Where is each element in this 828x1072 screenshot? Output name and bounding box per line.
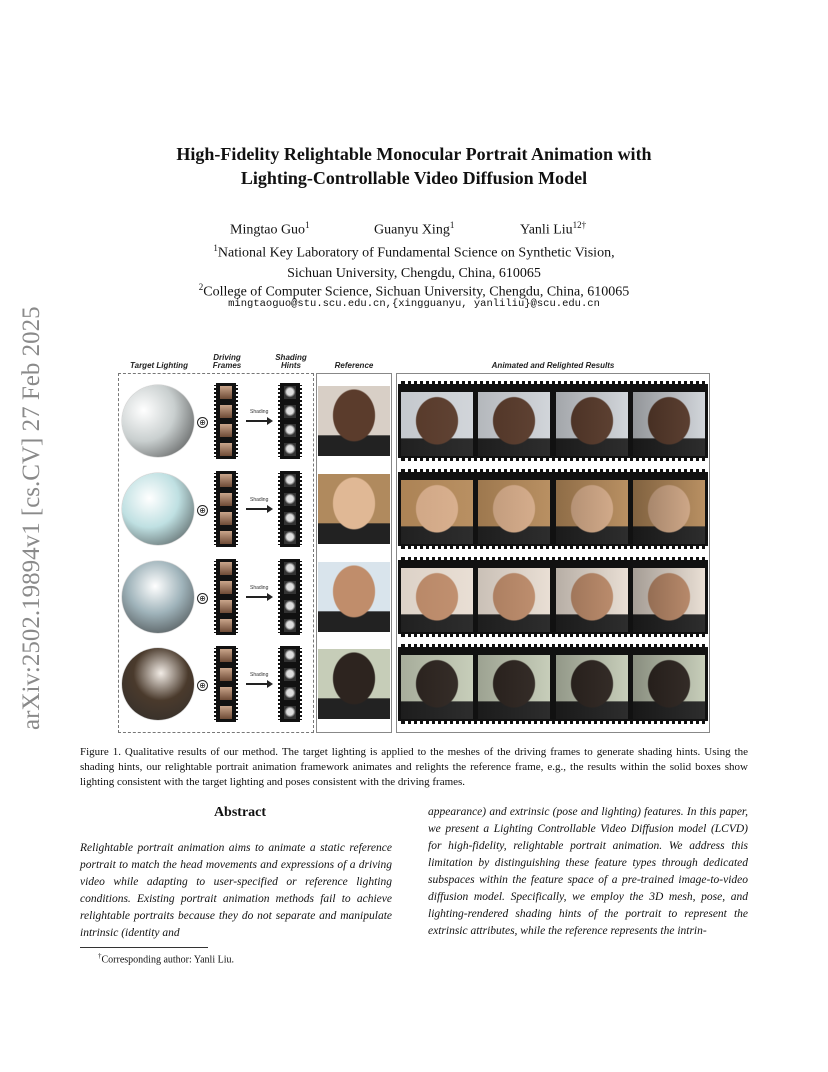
label-shading-hints: Shading Hints xyxy=(275,353,307,370)
result-frame xyxy=(478,392,550,456)
arxiv-identifier: arXiv:2502.19894v1 [cs.CV] 27 Feb 2025 xyxy=(18,306,45,730)
shading-hint-frame xyxy=(284,386,296,399)
author-2: Guanyu Xing$^1$ xyxy=(374,220,455,238)
shading-hint-frame xyxy=(284,600,296,613)
driving-frame xyxy=(220,600,232,613)
driving-frame xyxy=(220,474,232,487)
shading-arrow-icon xyxy=(246,508,268,510)
concat-operator-icon: ⊕ xyxy=(197,417,208,428)
result-frame xyxy=(478,480,550,544)
shading-hint-frame xyxy=(284,668,296,681)
shading-arrow-icon xyxy=(246,683,268,685)
reference-portrait xyxy=(318,474,390,544)
result-frame xyxy=(401,655,473,719)
label-driving-frames: Driving Frames xyxy=(212,353,242,370)
driving-frame xyxy=(220,386,232,399)
result-frame xyxy=(633,392,705,456)
shading-arrow-icon xyxy=(246,596,268,598)
shading-hint-frame xyxy=(284,474,296,487)
affiliation-2: $^2$College of Computer Science, Sichuan University, Chengdu, China, 610065 xyxy=(198,282,630,300)
driving-frame xyxy=(220,512,232,525)
reference-portrait xyxy=(318,386,390,456)
driving-frame xyxy=(220,493,232,506)
driving-frame xyxy=(220,649,232,662)
shading-hint-frame xyxy=(284,405,296,418)
driving-frame xyxy=(220,581,232,594)
shading-arrow-label: Shading xyxy=(250,497,269,503)
footnote: †Corresponding author: Yanli Liu. xyxy=(98,952,234,966)
shading-hint-frame xyxy=(284,581,296,594)
shading-hint-frame xyxy=(284,649,296,662)
driving-frame xyxy=(220,706,232,719)
shading-hint-frame xyxy=(284,443,296,456)
affiliation-1: $^1$National Key Laboratory of Fundamental Science on Synthetic Vision, Sichuan University, Chengdu, China, 610065 xyxy=(213,243,615,281)
driving-frames-strip xyxy=(214,559,238,635)
shading-arrow-label: Shading xyxy=(250,672,269,678)
abstract-left-column: Relightable portrait animation aims to animate a static reference portrait to match the head movements and expressions of a driving video while adapting to user-specified or reference lighting conditions. Existing portrait animation methods fail to achieve relightable portraits because they do not separate and manipulate intrinsic (identity and xyxy=(80,842,392,939)
abstract-right-column: appearance) and extrinsic (pose and lighting) features. In this paper, we present a Lighting Controllable Video Diffusion model (LCVD) for high-fidelity, relightable portrait animation. We address this limitation by distinguishing these feature types through dedicated subspaces within the feature space of a pre-trained image-to-video diffusion model. Specifically, we employ the 3D mesh, pose, and lighting-rendered shading hints of the portrait to represent the extrinsic attributes, while the reference represents the intrin- xyxy=(428,806,748,937)
results-film-strip xyxy=(398,381,708,461)
result-frame xyxy=(633,655,705,719)
result-frame xyxy=(401,568,473,632)
title-line-1: High-Fidelity Relightable Monocular Portrait Animation with xyxy=(176,144,652,164)
concat-operator-icon: ⊕ xyxy=(197,505,208,516)
label-reference: Reference xyxy=(334,361,374,370)
results-film-strip xyxy=(398,644,708,724)
author-3: Yanli Liu$^{12\dagger}$ xyxy=(520,220,587,238)
target-lighting-sphere xyxy=(122,385,194,457)
driving-frames-strip xyxy=(214,471,238,547)
shading-arrow-icon xyxy=(246,420,268,422)
driving-frame xyxy=(220,687,232,700)
shading-hint-frame xyxy=(284,512,296,525)
result-frame xyxy=(401,480,473,544)
result-frame xyxy=(556,655,628,719)
shading-hint-frame xyxy=(284,687,296,700)
author-emails: mingtaoguo@stu.scu.edu.cn,{xingguanyu, yanliliu}@scu.edu.cn xyxy=(228,298,600,310)
reference-portrait xyxy=(318,562,390,632)
driving-frame xyxy=(220,443,232,456)
driving-frames-strip xyxy=(214,646,238,722)
author-1: Mingtao Guo$^1$ xyxy=(230,220,310,238)
driving-frame xyxy=(220,562,232,575)
concat-operator-icon: ⊕ xyxy=(197,680,208,691)
driving-frame xyxy=(220,668,232,681)
shading-hint-frame xyxy=(284,424,296,437)
shading-hints-strip xyxy=(278,559,302,635)
paper-title xyxy=(80,142,748,190)
shading-hints-strip xyxy=(278,471,302,547)
title-line-2: Lighting-Controllable Video Diffusion Model xyxy=(240,168,588,188)
shading-hint-frame xyxy=(284,531,296,544)
driving-frame xyxy=(220,531,232,544)
results-film-strip xyxy=(398,557,708,637)
result-frame xyxy=(478,655,550,719)
driving-frames-strip xyxy=(214,383,238,459)
shading-arrow-label: Shading xyxy=(250,585,269,591)
abstract-heading: Abstract xyxy=(213,805,267,820)
concat-operator-icon: ⊕ xyxy=(197,593,208,604)
footnote-rule xyxy=(80,947,208,948)
reference-portrait xyxy=(318,649,390,719)
driving-frame xyxy=(220,619,232,632)
shading-hints-strip xyxy=(278,383,302,459)
driving-frame xyxy=(220,405,232,418)
result-frame xyxy=(556,568,628,632)
shading-hint-frame xyxy=(284,706,296,719)
shading-hint-frame xyxy=(284,562,296,575)
result-frame xyxy=(401,392,473,456)
driving-frame xyxy=(220,424,232,437)
shading-hint-frame xyxy=(284,493,296,506)
target-lighting-sphere xyxy=(122,648,194,720)
result-frame xyxy=(556,392,628,456)
target-lighting-sphere xyxy=(122,561,194,633)
results-film-strip xyxy=(398,469,708,549)
shading-hint-frame xyxy=(284,619,296,632)
label-results: Animated and Relighted Results xyxy=(491,361,615,370)
result-frame xyxy=(556,480,628,544)
figure-caption: Figure 1. Qualitative results of our method. The target lighting is applied to the meshes of the driving frames to generate shading hints. Using the shading hints, our relightable portrait animation framework animates and relights the reference frame, e.g., the results within the solid boxes show lighting consistent with the target lighting and poses consistent with the driving frames. xyxy=(80,746,748,788)
result-frame xyxy=(633,480,705,544)
result-frame xyxy=(633,568,705,632)
shading-arrow-label: Shading xyxy=(250,409,269,415)
label-target-lighting: Target Lighting xyxy=(130,361,188,370)
shading-hints-strip xyxy=(278,646,302,722)
result-frame xyxy=(478,568,550,632)
target-lighting-sphere xyxy=(122,473,194,545)
